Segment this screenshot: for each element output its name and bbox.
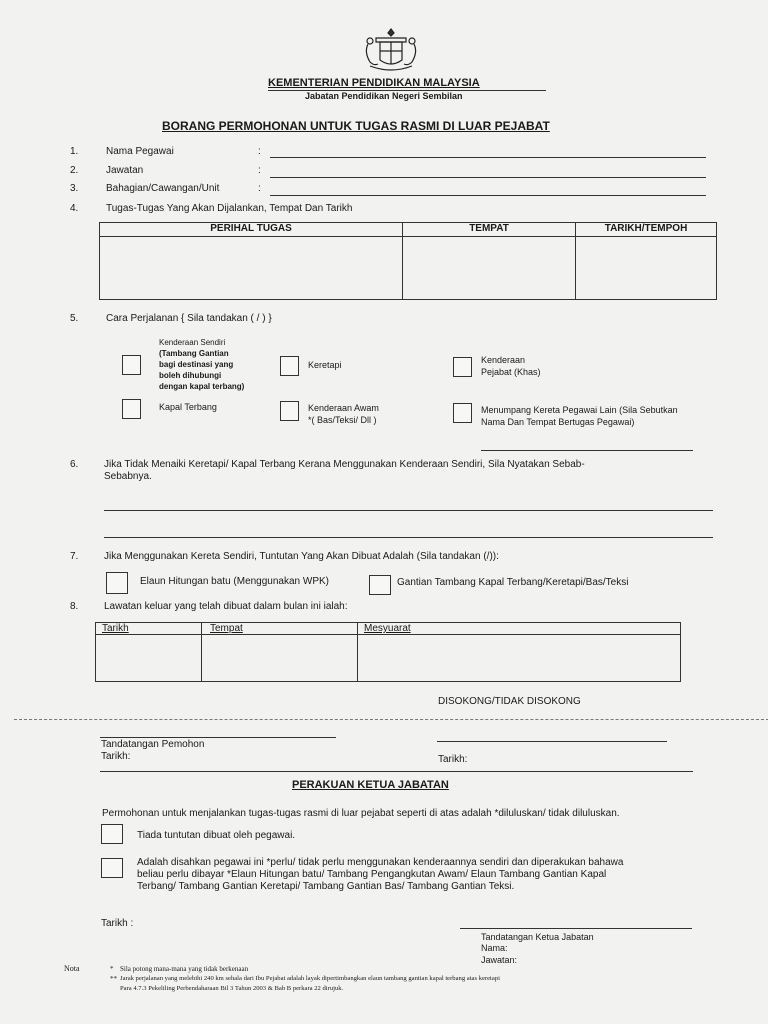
field-division-label: Bahagian/Cawangan/Unit bbox=[106, 183, 220, 194]
support-status: DISOKONG/TIDAK DISOKONG bbox=[438, 696, 581, 707]
q4-label: Tugas-Tugas Yang Akan Dijalankan, Tempat Dan Tarikh bbox=[106, 203, 353, 214]
head-name-label: Nama: bbox=[481, 943, 508, 953]
supporter-signature-line[interactable] bbox=[437, 741, 667, 742]
head-position-label: Jawatan: bbox=[481, 955, 518, 965]
certification-intro: Permohonan untuk menjalankan tugas-tugas rasmi di luar pejabat seperti di atas adalah *diluluskan/ tidak diluluskan. bbox=[102, 808, 620, 819]
duties-header-date: TARIKH/TEMPOH bbox=[576, 223, 717, 237]
department-name: Jabatan Pendidikan Negeri Sembilan bbox=[305, 91, 463, 101]
train-checkbox[interactable] bbox=[280, 356, 299, 376]
note-3: Para 4.7.3 Pekeliling Perbendaharaan Bil 3 Tahun 2003 & Bab B perkara 22 dirujuk. bbox=[120, 985, 344, 992]
q5-label: Cara Perjalanan { Sila tandakan ( / ) } bbox=[106, 313, 272, 324]
ride-other-checkbox[interactable] bbox=[453, 403, 472, 423]
duties-date-cell[interactable] bbox=[576, 237, 717, 300]
plane-label: Kapal Terbang bbox=[159, 402, 217, 412]
visits-place-cell[interactable] bbox=[202, 635, 358, 682]
ride-other-input-line[interactable] bbox=[481, 450, 693, 451]
q6-answer-line-1[interactable] bbox=[104, 510, 713, 511]
field-name-label: Nama Pegawai bbox=[106, 146, 174, 157]
field-position-colon: : bbox=[258, 165, 261, 176]
public-vehicle-label: Kenderaan Awam *( Bas/Teksi/ Dll ) bbox=[308, 403, 379, 425]
duties-header-description: PERIHAL TUGAS bbox=[100, 223, 403, 237]
government-crest-logo bbox=[358, 26, 424, 74]
applicant-signature-line[interactable] bbox=[100, 737, 336, 738]
q6-answer-line-2[interactable] bbox=[104, 537, 713, 538]
note-2: Jarak perjalanan yang melebihi 240 km sehala dari Ibu Pejabat adalah layak dipertimbangkan elaun tambang gantian kapal terbang atas keretapi bbox=[120, 975, 500, 982]
q4-number: 4. bbox=[70, 203, 79, 214]
duties-place-cell[interactable] bbox=[403, 237, 576, 300]
q7-label: Jika Menggunakan Kereta Sendiri, Tuntutan Yang Akan Dibuat Adalah (Sila tandakan (/)): bbox=[104, 551, 499, 562]
applicant-date-label: Tarikh: bbox=[101, 751, 131, 762]
field-position-label: Jawatan bbox=[106, 165, 144, 176]
head-signature-line[interactable] bbox=[460, 928, 692, 929]
note-2-marker: ** bbox=[110, 975, 117, 983]
public-vehicle-checkbox[interactable] bbox=[280, 401, 299, 421]
visits-table bbox=[95, 622, 681, 682]
notes-label: Nota bbox=[64, 964, 80, 973]
ride-other-label: Menumpang Kereta Pegawai Lain (Sila Sebutkan Nama Dan Tempat Bertugas Pegawai) bbox=[481, 405, 678, 427]
note-1-marker: * bbox=[110, 965, 114, 973]
field-1-number: 1. bbox=[70, 146, 79, 157]
ministry-name: KEMENTERIAN PENDIDIKAN MALAYSIA bbox=[268, 77, 480, 89]
name-input-line[interactable] bbox=[270, 157, 706, 158]
division-input-line[interactable] bbox=[270, 195, 706, 196]
q6-label: Jika Tidak Menaiki Keretapi/ Kapal Terbang Kerana Menggunakan Kenderaan Sendiri, Sila Nyatakan Sebab- Sebabnya. bbox=[104, 459, 585, 482]
visits-header-place: Tempat bbox=[202, 623, 358, 635]
q8-label: Lawatan keluar yang telah dibuat dalam bulan ini ialah: bbox=[104, 601, 348, 612]
section-divider bbox=[14, 719, 768, 720]
applicant-signature-label: Tandatangan Pemohon bbox=[101, 739, 205, 750]
visits-header-meeting: Mesyuarat bbox=[358, 623, 681, 635]
position-input-line[interactable] bbox=[270, 177, 706, 178]
field-2-number: 2. bbox=[70, 165, 79, 176]
mileage-checkbox[interactable] bbox=[106, 572, 128, 594]
no-claim-label: Tiada tuntutan dibuat oleh pegawai. bbox=[137, 830, 296, 841]
certification-title: PERAKUAN KETUA JABATAN bbox=[292, 779, 449, 791]
mileage-option-label: Elaun Hitungan batu (Menggunakan WPK) bbox=[140, 576, 330, 587]
field-name-colon: : bbox=[258, 146, 261, 157]
note-1: Sila potong mana-mana yang tidak berkenaan bbox=[120, 965, 249, 973]
q5-number: 5. bbox=[70, 313, 79, 324]
visits-header-date: Tarikh bbox=[96, 623, 202, 635]
form-title: BORANG PERMOHONAN UNTUK TUGAS RASMI DI LUAR PEJABAT bbox=[162, 119, 550, 133]
supporter-date-label: Tarikh: bbox=[438, 754, 468, 765]
plane-checkbox[interactable] bbox=[122, 399, 141, 419]
train-label: Keretapi bbox=[308, 360, 342, 370]
q6-number: 6. bbox=[70, 459, 79, 470]
duties-description-cell[interactable] bbox=[100, 237, 403, 300]
head-date-label: Tarikh : bbox=[101, 918, 134, 929]
field-3-number: 3. bbox=[70, 183, 79, 194]
date-row-line bbox=[100, 771, 693, 772]
head-signature-label: Tandatangan Ketua Jabatan bbox=[481, 932, 594, 942]
own-vehicle-checkbox[interactable] bbox=[122, 355, 141, 375]
office-vehicle-checkbox[interactable] bbox=[453, 357, 472, 377]
q7-number: 7. bbox=[70, 551, 79, 562]
duties-header-place: TEMPAT bbox=[403, 223, 576, 237]
own-vehicle-label: Kenderaan Sendiri (Tambang Gantian bagi destinasi yang boleh dihubungi dengan kapal terbang) bbox=[159, 338, 245, 391]
certify-label: Adalah disahkan pegawai ini *perlu/ tidak perlu menggunakan kenderaannya sendiri dan diperakukan bahawa beliau perlu dibayar *Elaun Hitungan batu/ Tambang Pengangkutan Awam/ Elaun Tambang Gantian Kapal Terbang/ Tambang Gantian Keretapi/ Tambang Gantian Bas/ Tambang Gantian Teksi. bbox=[137, 857, 624, 892]
q8-number: 8. bbox=[70, 601, 79, 612]
fare-replacement-checkbox[interactable] bbox=[369, 575, 391, 595]
no-claim-checkbox[interactable] bbox=[101, 824, 123, 844]
certify-checkbox[interactable] bbox=[101, 858, 123, 878]
fare-replacement-label: Gantian Tambang Kapal Terbang/Keretapi/Bas/Teksi bbox=[397, 577, 629, 588]
field-division-colon: : bbox=[258, 183, 261, 194]
visits-meeting-cell[interactable] bbox=[358, 635, 681, 682]
office-vehicle-label: Kenderaan Pejabat (Khas) bbox=[481, 355, 541, 377]
duties-table bbox=[99, 222, 717, 300]
visits-date-cell[interactable] bbox=[96, 635, 202, 682]
